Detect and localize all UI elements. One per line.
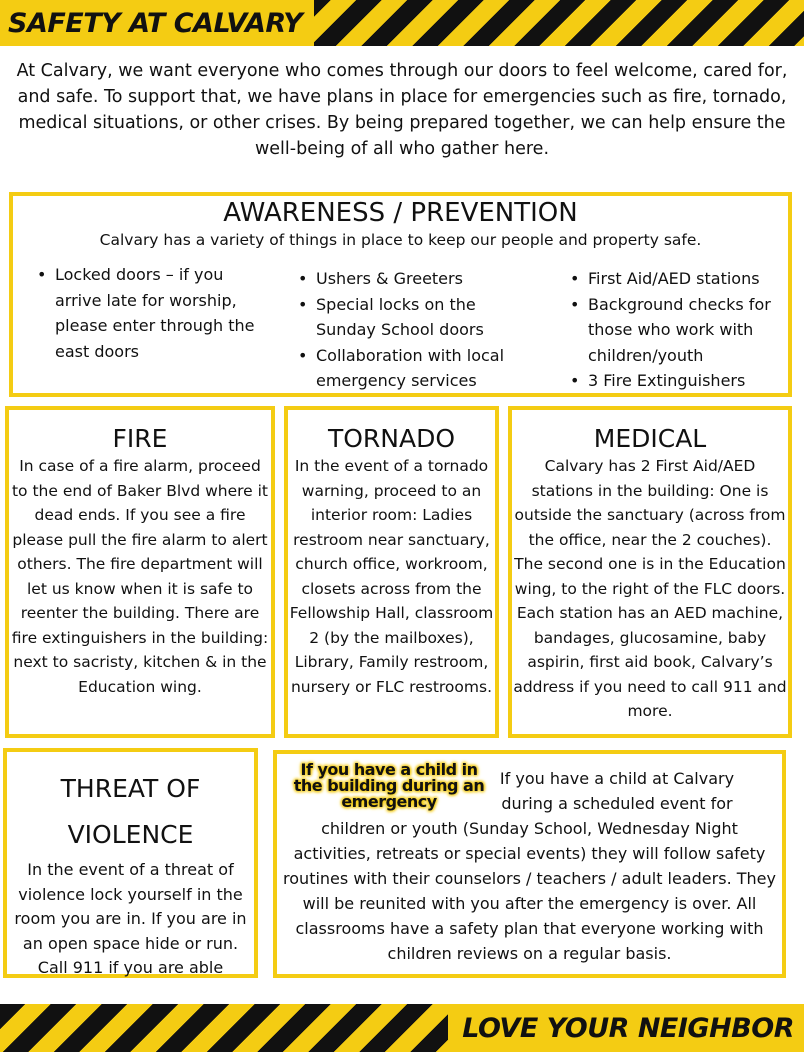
list-item: • First Aid/AED stations [566, 266, 781, 292]
child-emergency-heading: If you have a child in the building during an emergency [293, 760, 485, 811]
threat-body: In the event of a threat of violence lock yourself in the room you are in. If you are in an open space hide or run. Call 911 if you are able [14, 860, 247, 977]
fire-body: In case of a fire alarm, proceed to the end of Baker Blvd where it dead ends. If you see a fire please pull the fire alarm to alert others. The fire department will let us know when it is safe to reenter the building. There are fire extinguishers in the building: next to sacristy, kitchen & in the Education wing. [11, 457, 269, 696]
medical-body: Calvary has 2 First Aid/AED stations in the building: One is outside the sanctuary (across from the office, near the 2 couches). The second one is in the Education wing, to the right of the FLC doors. Each station has an AED machine, bandages, glucosamine, baby aspirin, first aid book, Calvary’s address if you need to call 911 and more. [513, 457, 787, 720]
threat-of-violence-section [3, 748, 258, 978]
awareness-list-2 [294, 266, 534, 394]
child-emergency-section [273, 750, 786, 978]
list-item: • 3 Fire Extinguishers [566, 368, 781, 394]
threat-heading: THREAT OF VIOLENCE [60, 774, 201, 849]
list-item: • Special locks on the Sunday School doors [294, 292, 534, 343]
medical-heading: MEDICAL [593, 424, 707, 453]
child-emergency-body: children or youth (Sunday School, Wednesday Night activities, retreats or special events) they will follow safety routines with their counselors / teachers / adult leaders. They will be reunited with you after the emergency is over. All classrooms have a safety plan that everyone working with children reviews on a regular basis. [283, 819, 776, 963]
awareness-subtitle: Calvary has a variety of things in place to keep our people and property safe. [99, 231, 702, 249]
tornado-heading: TORNADO [327, 424, 456, 453]
list-item: • Ushers & Greeters [294, 266, 534, 292]
list-item: • Background checks for those who work with children/youth [566, 292, 781, 369]
awareness-list-3 [566, 266, 781, 394]
tornado-body: In the event of a tornado warning, proceed to an interior room: Ladies restroom near sanctuary, church office, workroom, closets across from the Fellowship Hall, classroom 2 (by the mailboxes), Library, Family restroom, nursery or FLC restrooms. [289, 457, 494, 696]
fire-section [5, 406, 275, 738]
tornado-section [284, 406, 499, 738]
footer-tagline: LOVE YOUR NEIGHBOR [448, 1004, 804, 1052]
list-item: • Locked doors – if you arrive late for worship, please enter through the east doors [33, 262, 258, 364]
medical-section [508, 406, 792, 738]
list-item: • Collaboration with local emergency services [294, 343, 534, 394]
awareness-list-1 [33, 262, 258, 364]
child-emergency-intro: If you have a child at Calvary during a scheduled event for [499, 769, 735, 813]
awareness-heading: AWARENESS / PREVENTION [223, 198, 578, 228]
page-title: SAFETY AT CALVARY [0, 0, 314, 46]
fire-heading: FIRE [112, 424, 168, 453]
awareness-prevention-section [9, 192, 792, 397]
intro-paragraph: At Calvary, we want everyone who comes through our doors to feel welcome, cared for, and safe. To support that, we have plans in place for emergencies such as fire, tornado, medical situations, or other crises. By being prepared together, we can help ensure the well-being of all who gather here. [16, 61, 788, 159]
